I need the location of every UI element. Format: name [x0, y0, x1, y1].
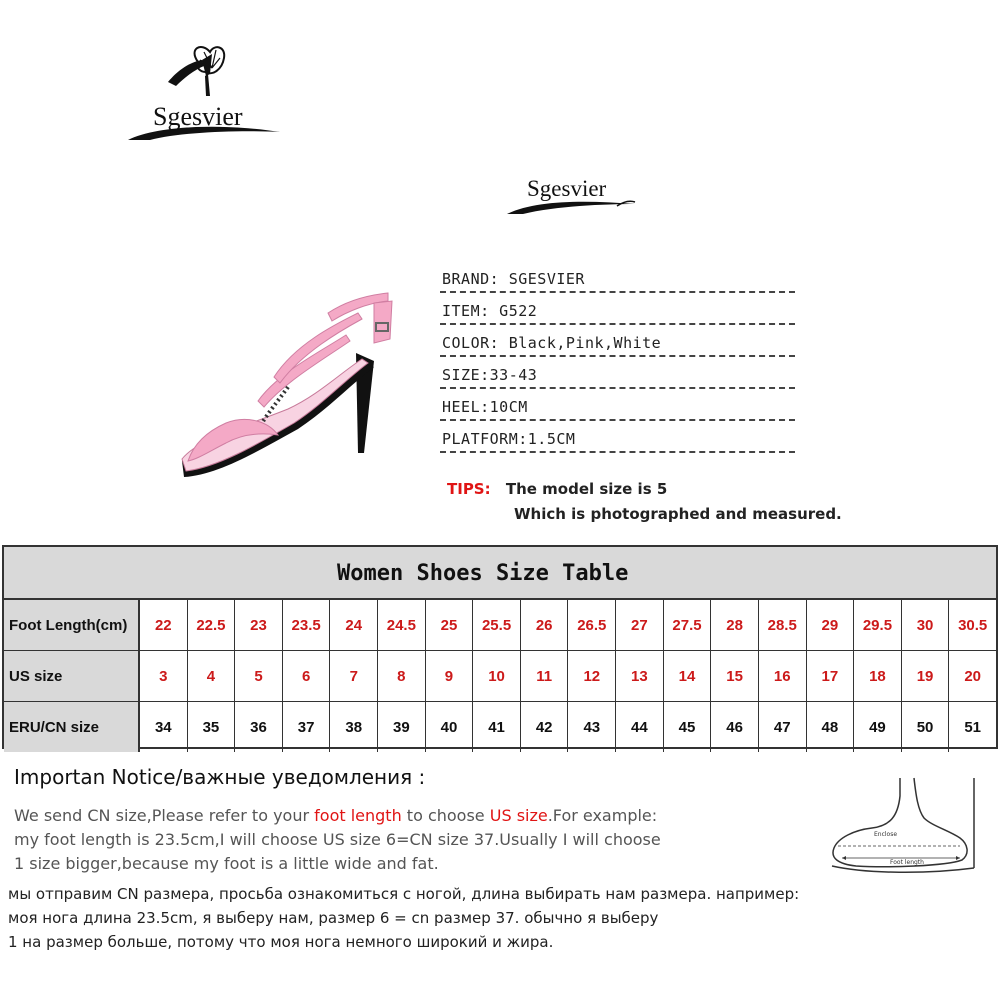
info-size: SIZE:33-43: [440, 364, 795, 396]
product-info-list: [440, 268, 795, 460]
us-size-highlight: US size: [489, 806, 548, 825]
table-cell: 28: [711, 600, 759, 650]
table-cell: 5: [235, 651, 283, 701]
table-cell: 4: [188, 651, 236, 701]
row-label: ERU/CN size: [4, 702, 140, 752]
row-label: Foot Length(cm): [4, 600, 140, 650]
table-cell: 39: [378, 702, 426, 752]
row-label: US size: [4, 651, 140, 701]
table-cell: 16: [759, 651, 807, 701]
notice-english: [14, 804, 794, 876]
table-cell: 27: [616, 600, 664, 650]
info-brand: BRAND: SGESVIER: [440, 268, 795, 300]
table-cell: 17: [807, 651, 855, 701]
tips-line-1: The model size is 5: [505, 480, 668, 498]
size-table-header: [4, 547, 996, 600]
table-cell: 24.5: [378, 600, 426, 650]
foot-icon: [828, 776, 988, 876]
info-color: COLOR: Black,Pink,White: [440, 332, 795, 364]
table-row-eu-cn-size: [4, 702, 996, 752]
foot-length-label: Foot length: [890, 859, 924, 866]
table-cell: 48: [807, 702, 855, 752]
table-cell: 14: [664, 651, 712, 701]
table-cell: 43: [568, 702, 616, 752]
brand-name-top: Sgesvier: [153, 102, 243, 131]
table-cell: 22.5: [188, 600, 236, 650]
table-cell: 28.5: [759, 600, 807, 650]
table-cell: 23.5: [283, 600, 331, 650]
tips-line-2: Which is photographed and measured.: [514, 505, 842, 523]
table-cell: 44: [616, 702, 664, 752]
brand-logo-top: [120, 40, 290, 150]
table-cell: 49: [854, 702, 902, 752]
table-cell: 15: [711, 651, 759, 701]
table-cell: 37: [283, 702, 331, 752]
table-cell: 42: [521, 702, 569, 752]
table-cell: 19: [902, 651, 950, 701]
table-cell: 34: [140, 702, 188, 752]
foot-measure-diagram: [828, 776, 988, 876]
table-cell: 30.5: [958, 616, 988, 634]
info-item: ITEM: G522: [440, 300, 795, 332]
info-heel: HEEL:10CM: [440, 396, 795, 428]
notice-title: Importan Notice/важные уведомления :: [14, 765, 426, 789]
table-cell: 50: [902, 702, 950, 752]
notice-en-line-3: 1 size bigger,because my foot is a little wide and fat.: [14, 854, 439, 873]
foot-length-highlight: foot length: [314, 806, 402, 825]
tips-label: TIPS:: [447, 480, 491, 498]
table-cell: 26.5: [568, 600, 616, 650]
butterfly-shoe-icon: [120, 40, 290, 150]
table-cell: 3: [140, 651, 188, 701]
size-table-title: Women Shoes Size Table: [337, 561, 629, 586]
table-cell: 25: [426, 600, 474, 650]
table-cell: 8: [378, 651, 426, 701]
table-cell: 7: [330, 651, 378, 701]
table-cell: 38: [330, 702, 378, 752]
table-cell: 51: [964, 718, 981, 736]
table-cell: 36: [235, 702, 283, 752]
table-cell: 22: [140, 600, 188, 650]
table-cell: 26: [521, 600, 569, 650]
table-row-foot-length: [4, 600, 996, 651]
table-cell: 11: [521, 651, 569, 701]
table-cell: 6: [283, 651, 331, 701]
enclose-label: Enclose: [874, 831, 898, 838]
notice-ru-line-2: моя нога длина 23.5cm, я выберу нам, размер 6 = cn размер 37. обычно я выберу: [8, 909, 659, 927]
table-cell: 9: [426, 651, 474, 701]
table-cell: 27.5: [664, 600, 712, 650]
table-cell: 13: [616, 651, 664, 701]
info-platform: PLATFORM:1.5CM: [440, 428, 795, 460]
notice-ru-line-3: 1 на размер больше, потому что моя нога немного широкий и жира.: [8, 933, 554, 951]
table-cell: 41: [473, 702, 521, 752]
table-cell: 29.5: [854, 600, 902, 650]
table-cell: 23: [235, 600, 283, 650]
table-cell: 20: [964, 667, 981, 685]
table-cell: 30: [902, 600, 950, 650]
brand-logo-mid: [505, 170, 640, 220]
brand-name-mid: Sgesvier: [527, 176, 607, 201]
notice-ru-line-1: мы отправим CN размера, просьба ознакомиться с ногой, длина выбирать нам размера. например:: [8, 885, 800, 903]
table-cell: 25.5: [473, 600, 521, 650]
table-cell: 18: [854, 651, 902, 701]
table-cell: 47: [759, 702, 807, 752]
product-image: [178, 283, 400, 483]
pink-sandal-icon: [178, 283, 400, 483]
table-cell: 12: [568, 651, 616, 701]
table-cell: 10: [473, 651, 521, 701]
table-cell: 29: [807, 600, 855, 650]
notice-russian: [8, 882, 988, 954]
table-row-us-size: [4, 651, 996, 702]
tips-note: [447, 480, 842, 523]
notice-en-line-1: We send CN size,Please refer to your foot length to choose US size.For example:: [14, 806, 658, 825]
table-cell: 46: [711, 702, 759, 752]
table-cell: 45: [664, 702, 712, 752]
notice-en-line-2: my foot length is 23.5cm,I will choose US size 6=CN size 37.Usually I will choose: [14, 830, 661, 849]
table-cell: 35: [188, 702, 236, 752]
table-cell: 40: [426, 702, 474, 752]
size-table: [2, 545, 998, 749]
table-cell: 24: [330, 600, 378, 650]
